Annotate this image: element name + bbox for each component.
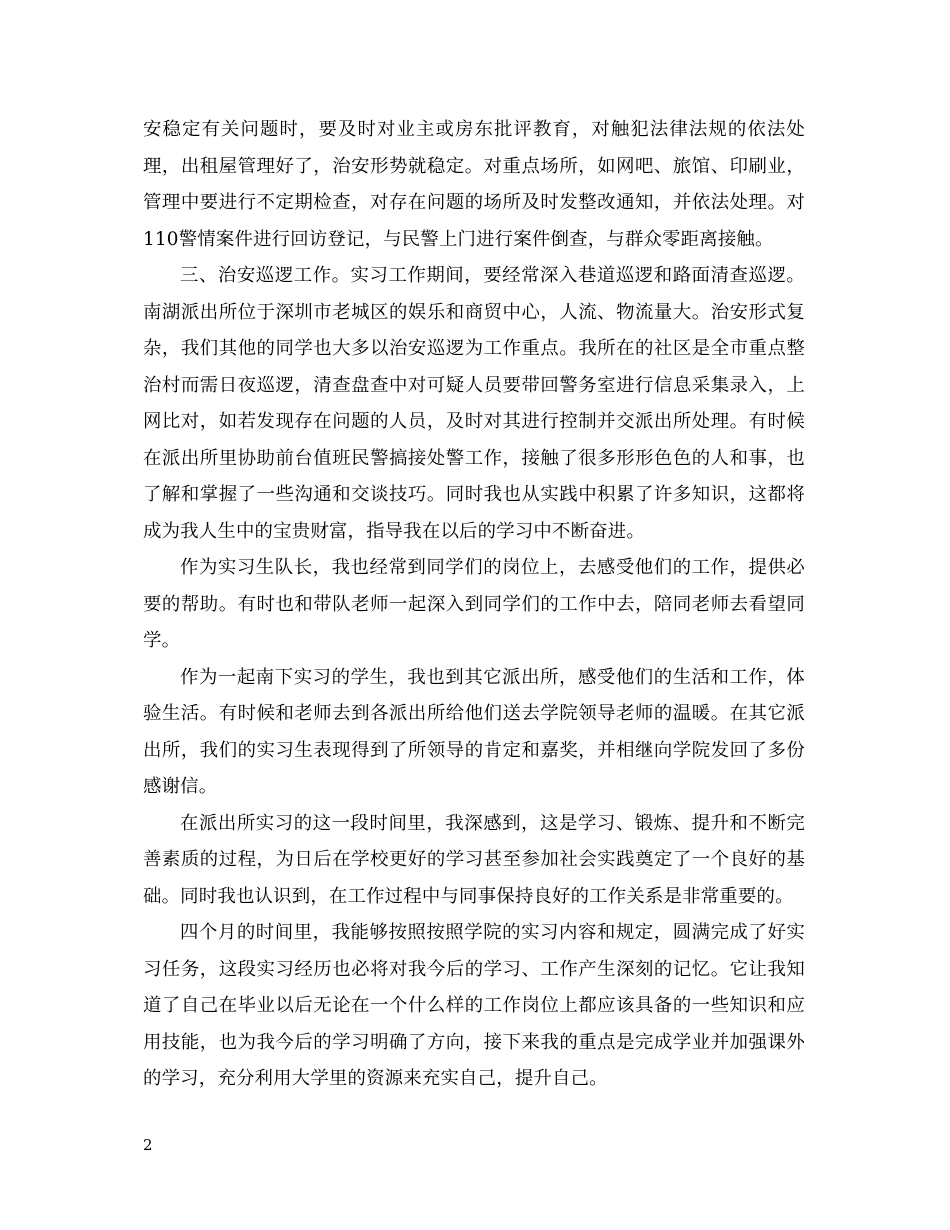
paragraph-5: 在派出所实习的这一段时间里，我深感到，这是学习、锻炼、提升和不断完善素质的过程，为日后在学校更好的学习甚至参加社会实践奠定了一个良好的基础。同时我也认识到，在工作过程中与同事保持良好的工作关系是非常重要的。 bbox=[143, 812, 805, 907]
paragraph-4: 作为一起南下实习的学生，我也到其它派出所，感受他们的生活和工作，体验生活。有时候和老师去到各派出所给他们送去学院领导老师的温暖。在其它派出所，我们的实习生表现得到了所领导的肯定和嘉奖，并相继向学院发回了多份感谢信。 bbox=[143, 666, 805, 797]
page-number: 2 bbox=[143, 1136, 153, 1154]
paragraph-3: 作为实习生队长，我也经常到同学们的岗位上，去感受他们的工作，提供必要的帮助。有时也和带队老师一起深入到同学们的工作中去，陪同老师去看望同学。 bbox=[143, 557, 805, 651]
paragraph-6: 四个月的时间里，我能够按照按照学院的实习内容和规定，圆满完成了好实习任务，这段实习经历也必将对我今后的学习、工作产生深刻的记忆。它让我知道了自己在毕业以后无论在一个什么样的工作岗位上都应该具备的一些知识和应用技能，也为我今后的学习明确了方向，接下来我的重点是完成学业并加强课外的学习，充分利用大学里的资源来充实自己，提升自己。 bbox=[143, 922, 805, 1089]
document-body bbox=[143, 112, 805, 1098]
paragraph-2: 三、治安巡逻工作。实习工作期间，要经常深入巷道巡逻和路面清查巡逻。南湖派出所位于深圳市老城区的娱乐和商贸中心，人流、物流量大。治安形式复杂，我们其他的同学也大多以治安巡逻为工作重点。我所在的社区是全市重点整治村而需日夜巡逻，清查盘查中对可疑人员要带回警务室进行信息采集录入，上网比对，如若发现存在问题的人员，及时对其进行控制并交派出所处理。有时候在派出所里协助前台值班民警搞接处警工作，接触了很多形形色色的人和事，也了解和掌握了一些沟通和交谈技巧。同时我也从实践中积累了许多知识，这都将成为我人生中的宝贵财富，指导我在以后的学习中不断奋进。 bbox=[143, 265, 805, 542]
paragraph-1: 安稳定有关问题时，要及时对业主或房东批评教育，对触犯法律法规的依法处理，出租屋管理好了，治安形势就稳定。对重点场所，如网吧、旅馆、印刷业，管理中要进行不定期检查，对存在问题的场所及时发整改通知，并依法处理。对110警情案件进行回访登记，与民警上门进行案件倒查，与群众零距离接触。 bbox=[143, 119, 805, 250]
